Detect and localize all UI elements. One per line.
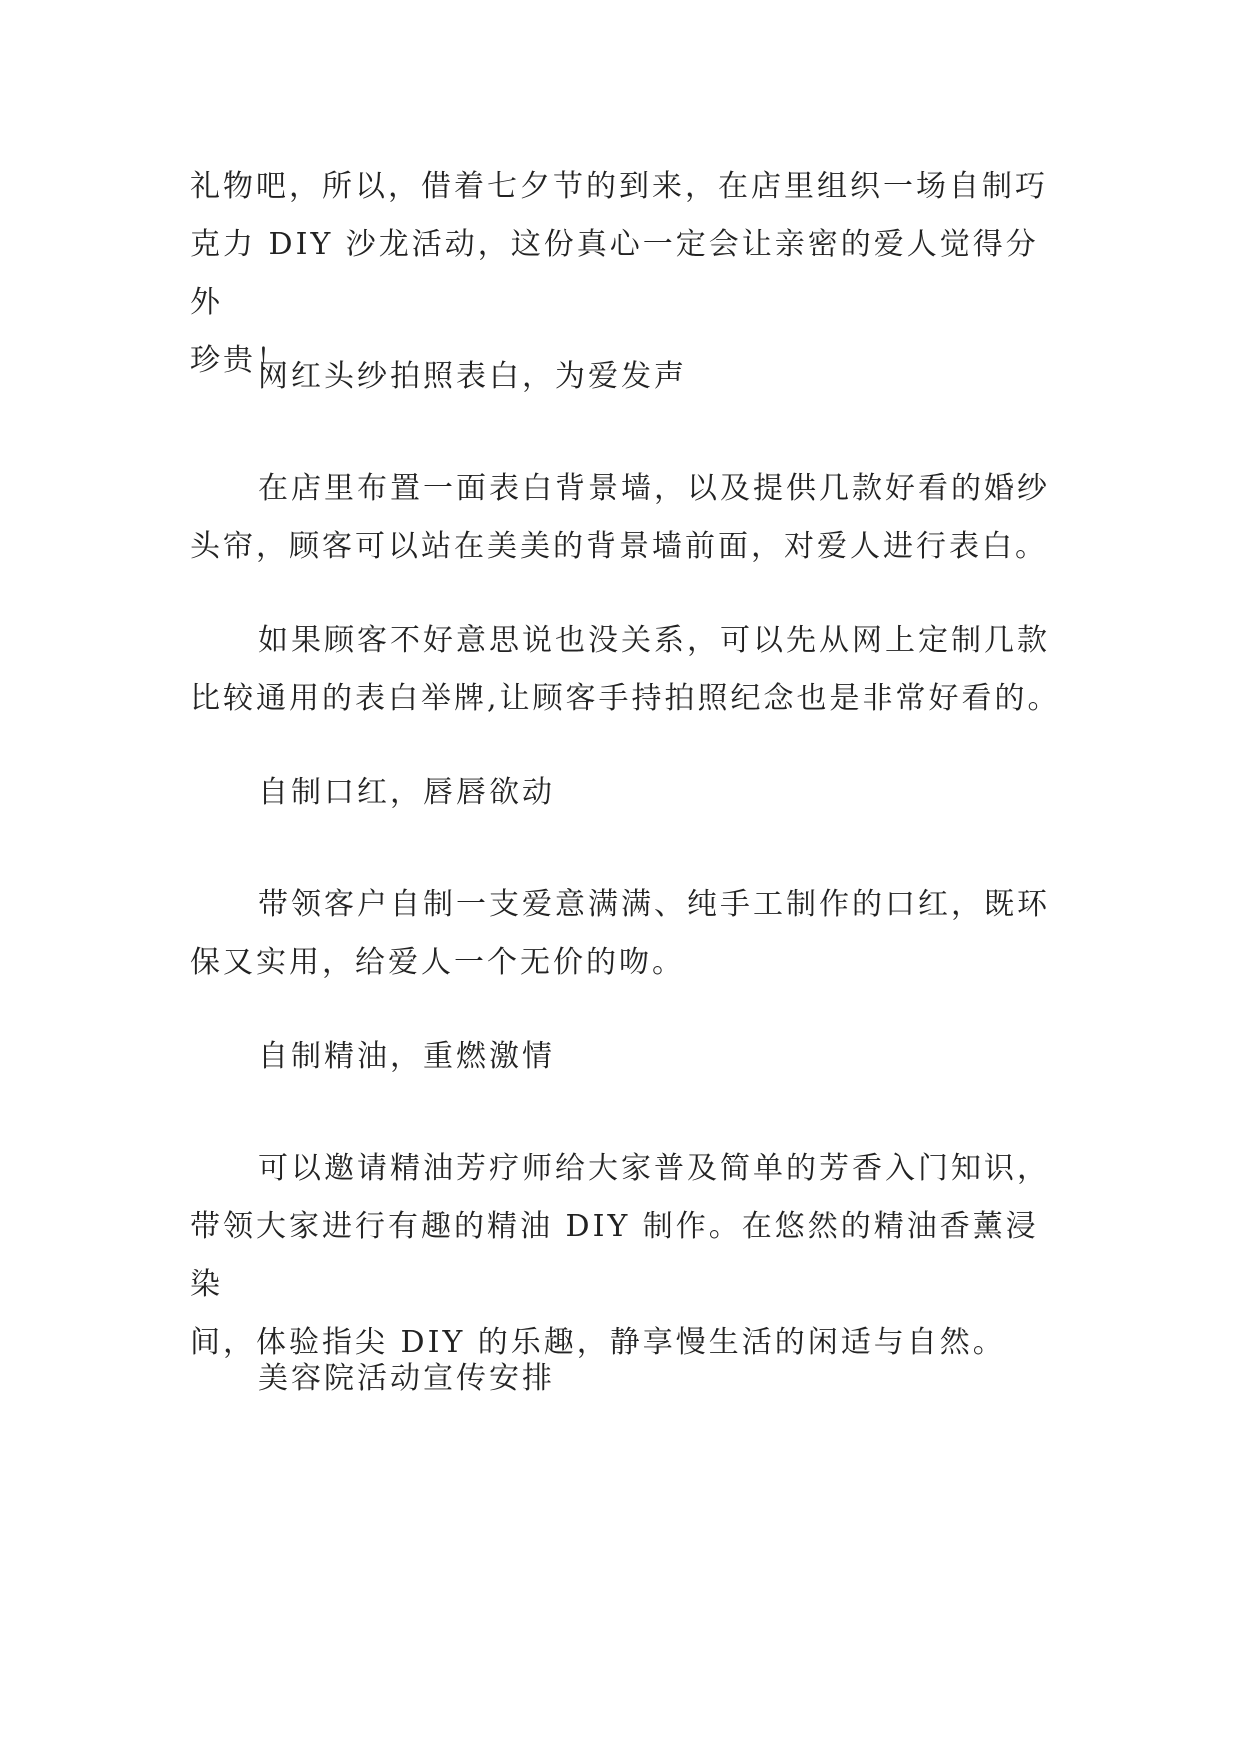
paragraph-lipstick: 带领客户自制一支爱意满满、纯手工制作的口红，既环 保又实用，给爱人一个无价的吻。 xyxy=(190,887,1050,980)
heading-lipstick: 自制口红，唇唇欲动 xyxy=(258,775,555,810)
heading-veil-photo: 网红头纱拍照表白，为爱发声 xyxy=(258,359,687,394)
paragraph-essential-oil: 可以邀请精油芳疗师给大家普及简单的芳香入门知识， 带领大家进行有趣的精油 DIY 制作。在悠然的精油香薰浸染 间，体验指尖 DIY 的乐趣，静享慢生活的闲适与自然。 xyxy=(190,1151,1050,1360)
heading-promotion-plan: 美容院活动宣传安排 xyxy=(258,1361,555,1396)
paragraph-veil-photo-1: 在店里布置一面表白背景墙，以及提供几款好看的婚纱 头帘，顾客可以站在美美的背景墙前面，对爱人进行表白。 xyxy=(190,471,1050,564)
paragraph-veil-photo-2: 如果顾客不好意思说也没关系，可以先从网上定制几款 比较通用的表白举牌,让顾客手持拍照纪念也是非常好看的。 xyxy=(190,623,1061,716)
paragraph-intro-continuation: 礼物吧，所以，借着七夕节的到来，在店里组织一场自制巧 克力 DIY 沙龙活动，这份真心一定会让亲密的爱人觉得分外 珍贵！ xyxy=(190,169,1048,378)
heading-essential-oil: 自制精油，重燃激情 xyxy=(258,1039,555,1074)
